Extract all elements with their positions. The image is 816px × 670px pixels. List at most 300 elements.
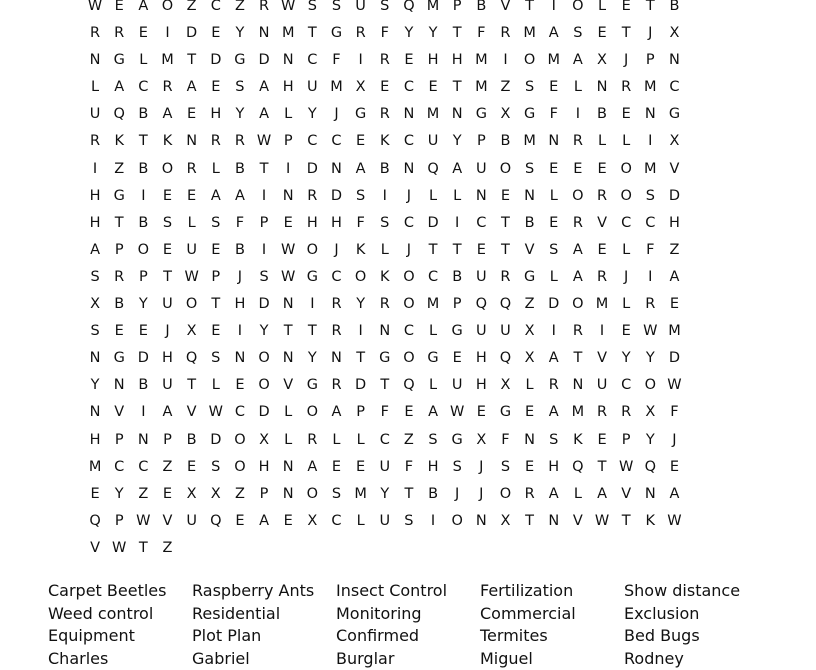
grid-letter[interactable]: N [234, 350, 246, 367]
grid-letter[interactable]: N [282, 52, 294, 69]
grid-letter[interactable]: R [162, 79, 173, 96]
grid-letter[interactable]: E [428, 79, 438, 96]
grid-letter[interactable]: U [427, 133, 439, 150]
grid-letter[interactable]: L [91, 79, 100, 96]
grid-letter[interactable]: R [524, 485, 535, 502]
grid-letter[interactable]: X [500, 106, 511, 123]
grid-letter[interactable]: Q [427, 160, 439, 177]
grid-letter[interactable]: Y [452, 133, 462, 150]
grid-letter[interactable]: P [283, 133, 293, 150]
grid-letter[interactable]: N [548, 133, 560, 150]
grid-letter[interactable]: L [356, 512, 365, 529]
grid-letter[interactable]: M [330, 79, 343, 96]
grid-letter[interactable]: X [259, 431, 270, 448]
grid-letter[interactable]: Z [500, 79, 511, 96]
grid-letter[interactable]: D [306, 160, 318, 177]
grid-letter[interactable]: S [162, 214, 173, 231]
grid-letter[interactable]: T [138, 539, 148, 556]
grid-letter[interactable]: I [430, 512, 436, 529]
grid-letter[interactable]: Q [572, 458, 584, 475]
grid-letter[interactable]: E [283, 512, 293, 529]
grid-letter[interactable]: H [282, 79, 294, 96]
grid-letter[interactable]: B [379, 160, 390, 177]
grid-letter[interactable]: R [645, 296, 656, 313]
grid-letter[interactable]: N [186, 133, 198, 150]
grid-letter[interactable]: T [404, 485, 414, 502]
grid-letter[interactable]: V [572, 512, 583, 529]
grid-letter[interactable]: C [138, 458, 149, 475]
grid-letter[interactable]: A [428, 404, 438, 421]
grid-letter[interactable]: I [455, 214, 460, 231]
grid-letter[interactable]: E [404, 52, 414, 69]
grid-letter[interactable]: E [211, 25, 221, 42]
grid-letter[interactable]: S [211, 350, 221, 367]
grid-letter[interactable]: L [622, 133, 631, 150]
grid-letter[interactable]: X [669, 25, 680, 42]
grid-letter[interactable]: H [258, 458, 270, 475]
grid-letter[interactable]: W [136, 512, 151, 529]
grid-letter[interactable]: X [597, 52, 607, 69]
grid-letter[interactable]: W [281, 241, 296, 258]
grid-letter[interactable]: E [235, 377, 245, 394]
grid-letter[interactable]: U [451, 377, 463, 394]
grid-letter[interactable]: X [669, 133, 680, 150]
grid-letter[interactable]: N [644, 485, 656, 502]
grid-letter[interactable]: N [596, 79, 608, 96]
grid-letter[interactable]: S [235, 79, 245, 96]
grid-letter[interactable]: N [282, 296, 294, 313]
grid-letter[interactable]: S [524, 79, 535, 96]
grid-letter[interactable]: R [500, 268, 511, 285]
grid-letter[interactable]: E [138, 323, 148, 340]
grid-letter[interactable]: I [551, 0, 556, 14]
grid-letter[interactable]: G [379, 350, 391, 367]
grid-letter[interactable]: N [524, 187, 536, 204]
grid-letter[interactable]: M [523, 133, 536, 150]
grid-letter[interactable]: D [210, 431, 222, 448]
grid-letter[interactable]: R [621, 404, 632, 421]
grid-letter[interactable]: V [114, 404, 125, 421]
grid-letter[interactable]: S [380, 0, 390, 14]
grid-letter[interactable]: O [306, 485, 319, 502]
grid-letter[interactable]: P [259, 485, 269, 502]
grid-letter[interactable]: E [525, 404, 535, 421]
grid-letter[interactable]: N [475, 512, 487, 529]
grid-letter[interactable]: M [668, 323, 681, 340]
grid-letter[interactable]: X [524, 350, 535, 367]
grid-letter[interactable]: L [453, 187, 462, 204]
grid-letter[interactable]: L [549, 268, 558, 285]
grid-letter[interactable]: G [451, 431, 463, 448]
grid-letter[interactable]: E [331, 458, 342, 475]
grid-letter[interactable]: I [358, 323, 363, 340]
grid-letter[interactable]: J [237, 268, 243, 285]
grid-letter[interactable]: O [161, 160, 174, 177]
grid-letter[interactable]: O [620, 160, 632, 177]
grid-letter[interactable]: N [89, 52, 101, 69]
grid-letter[interactable]: E [356, 133, 366, 150]
grid-letter[interactable]: O [523, 52, 536, 69]
grid-letter[interactable]: G [427, 350, 439, 367]
grid-letter[interactable]: R [331, 296, 342, 313]
grid-letter[interactable]: T [573, 350, 583, 367]
grid-letter[interactable]: E [114, 0, 124, 14]
grid-letter[interactable]: E [597, 431, 607, 448]
grid-letter[interactable]: N [548, 512, 560, 529]
grid-letter[interactable]: T [428, 241, 438, 258]
grid-letter[interactable]: S [549, 241, 559, 258]
grid-letter[interactable]: I [165, 25, 170, 42]
grid-letter[interactable]: V [524, 241, 535, 258]
grid-letter[interactable]: J [624, 52, 629, 69]
grid-letter[interactable]: A [452, 160, 463, 177]
grid-letter[interactable]: Z [186, 0, 197, 14]
grid-letter[interactable]: M [426, 296, 440, 313]
grid-letter[interactable]: S [211, 458, 221, 475]
grid-letter[interactable]: B [138, 214, 149, 231]
grid-letter[interactable]: B [234, 241, 245, 258]
grid-letter[interactable]: Q [113, 106, 125, 123]
grid-letter[interactable]: T [597, 458, 607, 475]
grid-letter[interactable]: M [644, 79, 657, 96]
grid-letter[interactable]: S [524, 160, 535, 177]
grid-letter[interactable]: U [596, 377, 608, 394]
grid-letter[interactable]: Q [475, 296, 488, 313]
grid-letter[interactable]: E [452, 350, 462, 367]
grid-letter[interactable]: G [330, 25, 343, 42]
grid-letter[interactable]: T [452, 241, 462, 258]
grid-letter[interactable]: O [499, 160, 512, 177]
grid-letter[interactable]: L [187, 214, 196, 231]
grid-letter[interactable]: O [644, 377, 657, 394]
grid-letter[interactable]: I [599, 323, 605, 340]
grid-letter[interactable]: Y [235, 106, 245, 123]
grid-letter[interactable]: G [668, 106, 681, 123]
grid-letter[interactable]: U [162, 377, 173, 394]
grid-letter[interactable]: H [427, 458, 439, 475]
grid-letter[interactable]: L [549, 187, 558, 204]
grid-letter[interactable]: H [306, 214, 318, 231]
grid-letter[interactable]: V [621, 485, 632, 502]
grid-letter[interactable]: P [259, 214, 269, 231]
grid-letter[interactable]: R [259, 0, 270, 14]
grid-letter[interactable]: E [356, 458, 366, 475]
grid-letter[interactable]: S [90, 268, 100, 285]
grid-letter[interactable]: T [525, 0, 535, 14]
grid-letter[interactable]: U [162, 296, 173, 313]
grid-letter[interactable]: B [186, 431, 197, 448]
grid-letter[interactable]: B [500, 133, 511, 150]
grid-letter[interactable]: G [499, 404, 512, 421]
grid-letter[interactable]: T [307, 25, 317, 42]
grid-letter[interactable]: O [572, 187, 584, 204]
grid-letter[interactable]: C [403, 133, 414, 150]
grid-letter[interactable]: R [114, 268, 125, 285]
grid-letter[interactable]: Z [138, 485, 149, 502]
grid-letter[interactable]: E [621, 0, 631, 14]
grid-letter[interactable]: X [186, 323, 197, 340]
grid-letter[interactable]: I [261, 187, 267, 204]
grid-letter[interactable]: E [211, 79, 221, 96]
grid-letter[interactable]: B [138, 106, 149, 123]
grid-letter[interactable]: C [331, 512, 342, 529]
grid-letter[interactable]: R [234, 133, 245, 150]
grid-letter[interactable]: C [669, 79, 680, 96]
grid-letter[interactable]: C [138, 79, 149, 96]
grid-letter[interactable]: U [379, 512, 391, 529]
grid-letter[interactable]: B [234, 160, 245, 177]
grid-letter[interactable]: S [428, 431, 438, 448]
grid-letter[interactable]: G [113, 187, 125, 204]
grid-letter[interactable]: Z [162, 458, 173, 475]
grid-letter[interactable]: L [211, 160, 220, 177]
grid-letter[interactable]: J [479, 458, 484, 475]
grid-letter[interactable]: B [524, 214, 535, 231]
grid-letter[interactable]: I [648, 268, 653, 285]
grid-letter[interactable]: L [356, 431, 365, 448]
grid-letter[interactable]: S [211, 214, 221, 231]
grid-letter[interactable]: R [572, 323, 583, 340]
grid-letter[interactable]: O [306, 404, 319, 421]
grid-letter[interactable]: Y [645, 431, 655, 448]
grid-letter[interactable]: O [137, 241, 150, 258]
grid-letter[interactable]: R [379, 52, 390, 69]
grid-letter[interactable]: O [403, 268, 415, 285]
grid-letter[interactable]: E [549, 214, 559, 231]
grid-letter[interactable]: W [667, 377, 682, 394]
grid-letter[interactable]: P [138, 268, 148, 285]
grid-letter[interactable]: S [307, 0, 317, 14]
grid-letter[interactable]: A [186, 79, 197, 96]
grid-letter[interactable]: T [283, 323, 293, 340]
grid-letter[interactable]: R [379, 106, 390, 123]
grid-letter[interactable]: E [573, 160, 583, 177]
grid-letter[interactable]: U [379, 458, 391, 475]
grid-letter[interactable]: H [548, 458, 560, 475]
grid-letter[interactable]: R [596, 404, 608, 421]
grid-letter[interactable]: O [161, 0, 174, 14]
grid-letter[interactable]: K [645, 512, 656, 529]
grid-letter[interactable]: C [621, 214, 632, 231]
grid-letter[interactable]: W [281, 268, 296, 285]
grid-letter[interactable]: Z [234, 0, 245, 14]
grid-letter[interactable]: T [525, 512, 535, 529]
grid-letter[interactable]: T [307, 323, 317, 340]
grid-letter[interactable]: Z [524, 296, 535, 313]
grid-letter[interactable]: E [621, 323, 631, 340]
grid-letter[interactable]: G [451, 323, 463, 340]
grid-letter[interactable]: C [234, 404, 245, 421]
grid-letter[interactable]: J [479, 485, 484, 502]
grid-letter[interactable]: L [573, 79, 582, 96]
grid-letter[interactable]: E [380, 79, 390, 96]
grid-letter[interactable]: N [89, 350, 101, 367]
grid-letter[interactable]: Q [185, 350, 198, 367]
grid-letter[interactable]: Z [162, 539, 173, 556]
grid-letter[interactable]: A [138, 0, 149, 14]
grid-letter[interactable]: A [90, 241, 101, 258]
grid-letter[interactable]: Q [499, 350, 512, 367]
grid-letter[interactable]: C [427, 268, 439, 285]
grid-letter[interactable]: H [451, 52, 463, 69]
grid-letter[interactable]: H [89, 431, 101, 448]
grid-letter[interactable]: V [90, 539, 101, 556]
grid-letter[interactable]: L [428, 323, 438, 340]
grid-letter[interactable]: T [138, 133, 148, 150]
grid-letter[interactable]: G [523, 106, 536, 123]
grid-letter[interactable]: M [281, 25, 295, 42]
grid-letter[interactable]: O [354, 268, 367, 285]
grid-letter[interactable]: G [113, 52, 125, 69]
grid-letter[interactable]: R [572, 214, 583, 231]
grid-letter[interactable]: B [452, 268, 463, 285]
grid-letter[interactable]: C [210, 0, 221, 14]
grid-letter[interactable]: E [597, 25, 607, 42]
grid-letter[interactable]: M [161, 52, 174, 69]
grid-letter[interactable]: C [621, 377, 632, 394]
grid-letter[interactable]: N [403, 160, 415, 177]
grid-letter[interactable]: T [501, 241, 510, 258]
grid-letter[interactable]: D [258, 404, 270, 421]
grid-letter[interactable]: N [524, 431, 536, 448]
grid-letter[interactable]: T [452, 79, 462, 96]
grid-letter[interactable]: I [358, 52, 363, 69]
grid-letter[interactable]: Q [499, 296, 512, 313]
grid-letter[interactable]: Z [669, 241, 680, 258]
grid-letter[interactable]: O [572, 0, 584, 14]
grid-letter[interactable]: E [549, 79, 559, 96]
grid-letter[interactable]: P [114, 512, 124, 529]
grid-letter[interactable]: G [306, 268, 318, 285]
grid-letter[interactable]: E [187, 106, 197, 123]
grid-letter[interactable]: B [114, 296, 125, 313]
grid-letter[interactable]: D [668, 350, 681, 367]
grid-letter[interactable]: Y [259, 323, 269, 340]
grid-letter[interactable]: Z [403, 431, 414, 448]
grid-letter[interactable]: V [162, 512, 173, 529]
grid-letter[interactable]: A [234, 187, 245, 204]
grid-letter[interactable]: B [428, 485, 439, 502]
grid-letter[interactable]: C [307, 52, 318, 69]
grid-letter[interactable]: U [89, 106, 101, 123]
grid-letter[interactable]: S [404, 512, 414, 529]
grid-letter[interactable]: U [186, 241, 197, 258]
grid-letter[interactable]: E [114, 323, 124, 340]
grid-letter[interactable]: A [548, 350, 559, 367]
grid-letter[interactable]: L [139, 52, 148, 69]
grid-letter[interactable]: T [114, 214, 124, 231]
grid-letter[interactable]: N [331, 350, 342, 367]
grid-letter[interactable]: Y [404, 25, 414, 42]
grid-letter[interactable]: Z [234, 485, 245, 502]
grid-letter[interactable]: I [92, 160, 98, 177]
grid-letter[interactable]: K [162, 133, 173, 150]
grid-letter[interactable]: F [670, 404, 679, 421]
grid-letter[interactable]: T [259, 160, 269, 177]
grid-letter[interactable]: Q [403, 377, 415, 394]
grid-letter[interactable]: H [475, 377, 487, 394]
grid-letter[interactable]: X [645, 404, 656, 421]
grid-letter[interactable]: J [624, 268, 629, 285]
grid-letter[interactable]: R [621, 79, 632, 96]
grid-letter[interactable]: B [597, 106, 607, 123]
grid-letter[interactable]: B [669, 0, 680, 14]
grid-letter[interactable]: X [500, 512, 511, 529]
grid-letter[interactable]: S [380, 214, 390, 231]
grid-letter[interactable]: T [211, 296, 221, 313]
grid-letter[interactable]: D [355, 377, 367, 394]
grid-letter[interactable]: E [187, 458, 197, 475]
grid-letter[interactable]: I [503, 52, 508, 69]
grid-letter[interactable]: E [138, 25, 148, 42]
grid-letter[interactable]: H [89, 187, 101, 204]
grid-letter[interactable]: R [355, 25, 366, 42]
grid-letter[interactable]: W [208, 404, 223, 421]
grid-letter[interactable]: O [185, 296, 198, 313]
grid-letter[interactable]: D [258, 52, 270, 69]
grid-letter[interactable]: P [356, 404, 365, 421]
grid-letter[interactable]: D [668, 187, 681, 204]
grid-letter[interactable]: E [597, 160, 607, 177]
grid-letter[interactable]: A [259, 79, 270, 96]
grid-letter[interactable]: L [622, 296, 631, 313]
grid-letter[interactable]: M [475, 52, 488, 69]
grid-letter[interactable]: U [307, 79, 318, 96]
grid-letter[interactable]: A [307, 458, 318, 475]
grid-letter[interactable]: O [451, 512, 463, 529]
grid-letter[interactable]: L [622, 241, 631, 258]
grid-letter[interactable]: Z [114, 160, 125, 177]
grid-letter[interactable]: Y [428, 25, 438, 42]
grid-letter[interactable]: E [476, 404, 486, 421]
grid-letter[interactable]: S [90, 323, 100, 340]
grid-letter[interactable]: E [621, 106, 631, 123]
grid-letter[interactable]: L [284, 431, 293, 448]
grid-letter[interactable]: F [332, 52, 341, 69]
grid-letter[interactable]: E [476, 241, 486, 258]
grid-letter[interactable]: O [499, 485, 512, 502]
grid-letter[interactable]: Y [90, 377, 100, 394]
grid-letter[interactable]: G [523, 268, 536, 285]
grid-letter[interactable]: X [210, 485, 221, 502]
grid-letter[interactable]: R [210, 133, 221, 150]
grid-letter[interactable]: S [500, 458, 511, 475]
grid-letter[interactable]: H [475, 350, 487, 367]
grid-letter[interactable]: R [331, 323, 342, 340]
grid-letter[interactable]: O [258, 377, 270, 394]
grid-letter[interactable]: C [403, 323, 414, 340]
grid-letter[interactable]: N [282, 485, 294, 502]
grid-letter[interactable]: E [597, 241, 607, 258]
grid-letter[interactable]: E [669, 296, 680, 313]
grid-letter[interactable]: P [621, 431, 631, 448]
grid-letter[interactable]: X [476, 431, 487, 448]
grid-letter[interactable]: F [549, 106, 558, 123]
grid-letter[interactable]: C [114, 458, 125, 475]
grid-letter[interactable]: L [284, 404, 293, 421]
grid-letter[interactable]: A [572, 268, 583, 285]
grid-letter[interactable]: O [403, 350, 415, 367]
grid-letter[interactable]: W [256, 133, 272, 150]
grid-letter[interactable]: A [355, 160, 366, 177]
grid-letter[interactable]: W [184, 268, 199, 285]
grid-letter[interactable]: P [163, 431, 172, 448]
grid-letter[interactable]: U [476, 323, 487, 340]
grid-letter[interactable]: T [621, 512, 631, 529]
grid-letter[interactable]: T [163, 268, 172, 285]
grid-letter[interactable]: R [500, 25, 511, 42]
grid-letter[interactable]: O [306, 241, 319, 258]
